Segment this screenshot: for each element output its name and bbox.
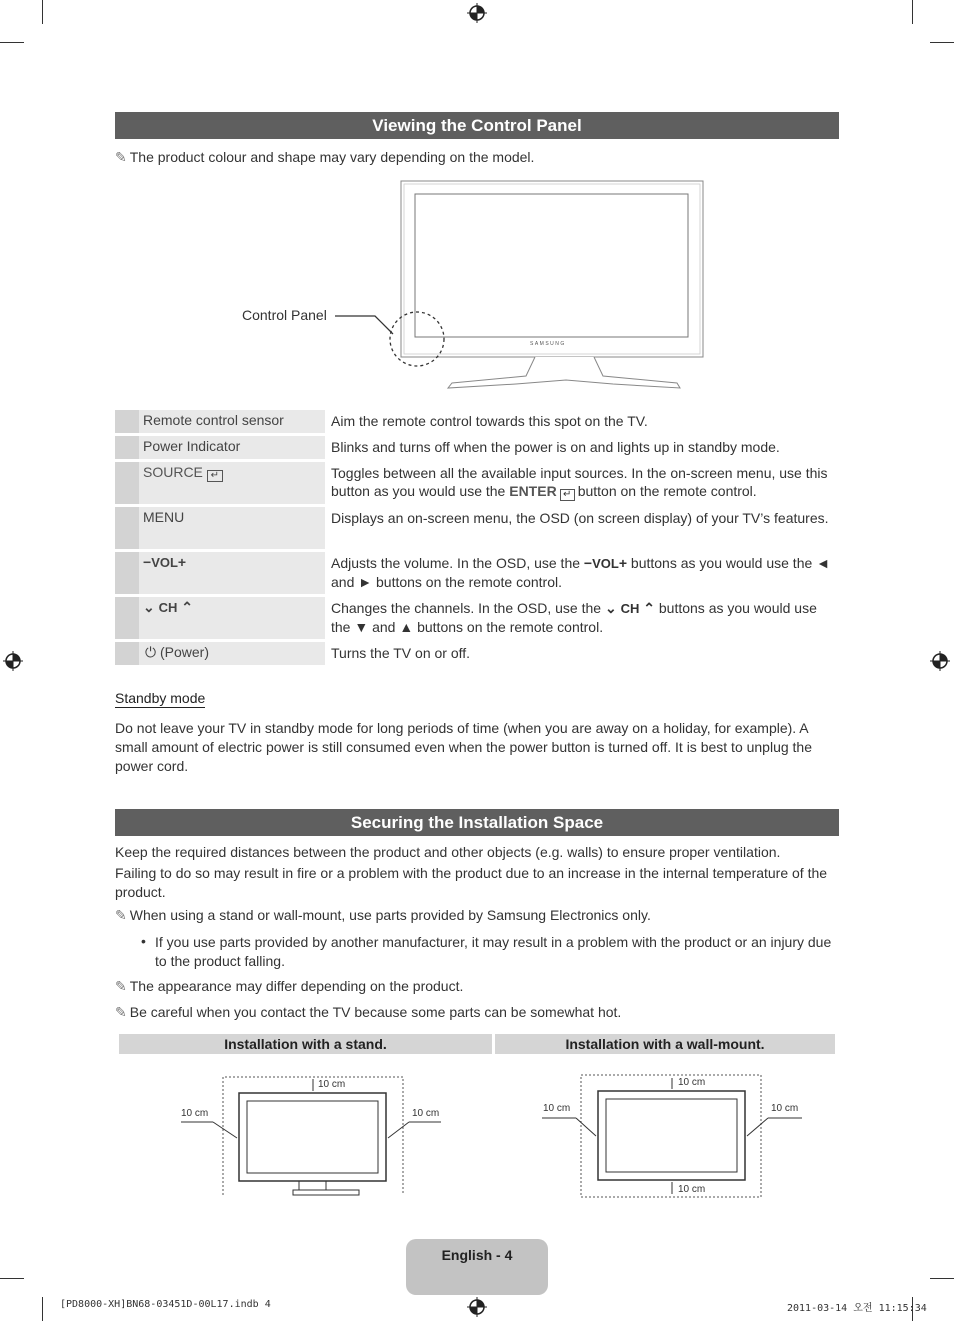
control-desc: Toggles between all the available input sources. In the on-screen menu, use this button as you would use the ENTER ↵ button on the remote control. — [331, 465, 828, 500]
control-desc: Changes the channels. In the OSD, use the ⌄ CH ⌃ buttons as you would use the ▼ and ▲ buttons on the remote control. — [331, 600, 817, 635]
distance-label-left: 10 cm — [181, 1108, 209, 1119]
crop-mark — [0, 42, 24, 43]
power-icon: ⏻ — [145, 644, 157, 660]
tv-control-panel-figure — [230, 178, 710, 396]
registration-mark-icon — [930, 651, 950, 671]
crop-mark — [930, 42, 954, 43]
control-name: MENU — [139, 507, 325, 549]
table-row — [115, 462, 839, 504]
wall-installation-header: Installation with a wall-mount. — [495, 1034, 835, 1054]
registration-mark-icon — [467, 1297, 487, 1317]
control-name: Remote control sensor — [139, 410, 325, 433]
table-row — [115, 642, 839, 665]
pencil-note-icon: ✎ — [115, 1004, 127, 1020]
plus-icon: + — [618, 555, 628, 571]
standby-heading: Standby mode — [115, 690, 206, 706]
bullet-icon: • — [141, 933, 146, 949]
table-row — [115, 436, 839, 459]
control-name: Power Indicator — [139, 436, 325, 459]
chevron-down-icon: ⌄ — [604, 600, 617, 616]
imprint-file: [PD8000-XH]BN68-03451D-00L17.indb 4 — [60, 1299, 271, 1310]
control-name: −VOL+ — [139, 552, 325, 594]
registration-mark-icon — [467, 3, 487, 23]
crop-mark — [0, 1278, 24, 1279]
control-desc: Aim the remote control towards this spot on the TV. — [331, 413, 648, 429]
pencil-note-icon: ✎ — [115, 907, 127, 923]
table-row — [115, 597, 839, 639]
note-product-colour: ✎ The product colour and shape may vary depending on the model. — [115, 149, 535, 165]
enter-key-icon: ↵ — [560, 489, 575, 501]
installation-intro-1: Keep the required distances between the product and other objects (e.g. walls) to ensure proper ventilation. — [115, 844, 781, 860]
control-name: ⏻ (Power) — [139, 642, 325, 665]
minus-icon: − — [583, 555, 593, 571]
chevron-up-icon: ⌃ — [181, 599, 194, 615]
crop-mark — [42, 1297, 43, 1321]
control-name: SOURCE ↵ — [139, 462, 325, 504]
control-desc: Displays an on-screen menu, the OSD (on screen display) of your TV’s features. — [331, 510, 829, 526]
registration-mark-icon — [3, 651, 23, 671]
crop-mark — [930, 1278, 954, 1279]
bullet-text: If you use parts provided by another manufacturer, it may result in a problem with the product or an injury due to the product falling. — [155, 934, 832, 969]
plus-icon: + — [177, 554, 187, 570]
distance-label-right: 10 cm — [771, 1103, 799, 1114]
distance-label-left: 10 cm — [543, 1103, 571, 1114]
enter-key-icon: ↵ — [207, 470, 223, 482]
pencil-note-icon: ✎ — [115, 978, 127, 994]
control-panel-table — [115, 407, 839, 668]
stand-installation-diagram — [175, 1070, 455, 1198]
installation-intro-2: Failing to do so may result in fire or a problem with the product due to an increase in the internal temperature of the product. — [115, 865, 828, 900]
wall-installation-diagram — [540, 1070, 805, 1200]
control-desc: Blinks and turns off when the power is on and lights up in standby mode. — [331, 439, 780, 455]
table-row — [115, 507, 839, 549]
table-row — [115, 552, 839, 594]
note-samsung-parts: ✎ When using a stand or wall-mount, use parts provided by Samsung Electronics only. — [115, 907, 651, 923]
distance-label-bottom: 10 cm — [678, 1184, 706, 1195]
control-desc: Turns the TV on or off. — [331, 645, 471, 661]
table-row — [115, 410, 839, 433]
distance-label-top: 10 cm — [678, 1077, 706, 1088]
chevron-down-icon: ⌄ — [143, 599, 155, 615]
control-name: ⌄ CH ⌃ — [139, 597, 325, 639]
crop-mark — [912, 0, 913, 24]
section-title-installation: Securing the Installation Space — [115, 809, 839, 836]
distance-label-top: 10 cm — [318, 1079, 346, 1090]
standby-text: Do not leave your TV in standby mode for long periods of time (when you are away on a holiday, for example). A small amount of electric power is still consumed even when the power button is turned off. It is best to unplug the power cord. — [115, 720, 813, 774]
control-panel-callout-label: Control Panel — [242, 307, 327, 323]
samsung-logo: SAMSUNG — [530, 341, 566, 347]
crop-mark — [42, 0, 43, 24]
note-appearance: ✎ The appearance may differ depending on the product. — [115, 978, 464, 994]
section-title-control-panel: Viewing the Control Panel — [115, 112, 839, 139]
distance-label-right: 10 cm — [412, 1108, 440, 1119]
imprint-timestamp: 2011-03-14 오전 11:15:34 — [787, 1303, 927, 1314]
control-desc: Adjusts the volume. In the OSD, use the −VOL+ buttons as you would use the ◄ and ► buttons on the remote control. — [331, 555, 831, 590]
stand-installation-header: Installation with a stand. — [119, 1034, 492, 1054]
chevron-up-icon: ⌃ — [643, 600, 655, 616]
minus-icon: − — [143, 554, 152, 570]
note-careful: ✎ Be careful when you contact the TV because some parts can be somewhat hot. — [115, 1004, 622, 1020]
page-number-tab: English - 4 — [406, 1239, 548, 1295]
pencil-note-icon: ✎ — [115, 149, 127, 165]
